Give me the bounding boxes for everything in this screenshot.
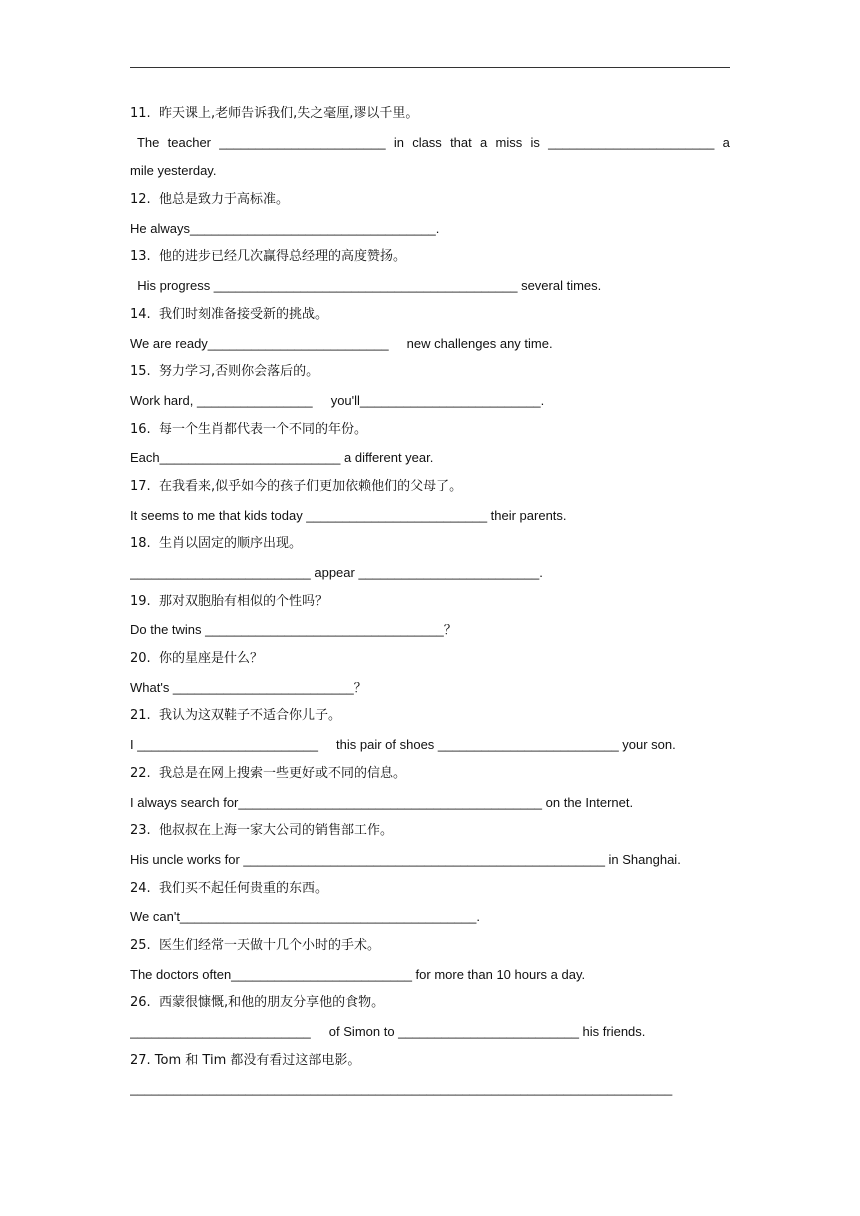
question-20-chinese: 20. 你的星座是什么？ — [130, 651, 263, 667]
question-11-english-cont: mile yesterday. — [130, 163, 217, 179]
question-12-chinese: 12. 他总是致力于高标准。 — [130, 192, 289, 208]
question-20-english[interactable]: What's _________________________？ — [130, 679, 367, 695]
question-11-english[interactable]: The teacher _______________________ in class that a miss is _______________________ a — [130, 134, 730, 150]
question-16-english[interactable]: Each_________________________ a different year. — [130, 450, 434, 466]
question-25-english[interactable]: The doctors often_________________________ for more than 10 hours a day. — [130, 966, 586, 982]
question-24-chinese: 24. 我们买不起任何贵重的东西。 — [130, 880, 328, 896]
question-16-chinese: 16. 每一个生肖都代表一个不同的年份。 — [130, 421, 367, 437]
question-19-chinese: 19. 那对双胞胎有相似的个性吗？ — [130, 593, 328, 609]
question-26-chinese: 26. 西蒙很慷慨,和他的朋友分享他的食物。 — [130, 995, 385, 1011]
question-23-chinese: 23. 他叔叔在上海一家大公司的销售部工作。 — [130, 823, 393, 839]
question-18-english[interactable]: _________________________ appear _________________________. — [130, 565, 543, 580]
question-17-english[interactable]: It seems to me that kids today _________________________ their parents. — [130, 507, 567, 523]
header-rule — [130, 67, 730, 68]
question-27-english[interactable]: ___________________________________________________________________________ — [130, 1081, 673, 1097]
question-26-english[interactable]: _________________________ of Simon to _________________________ his friends. — [130, 1024, 646, 1039]
exercise-list — [130, 100, 730, 1104]
question-27-chinese: 27. Tom 和 Tim 都没有看过这部电影。 — [130, 1052, 361, 1068]
question-13-chinese: 13. 他的进步已经几次赢得总经理的高度赞扬。 — [130, 249, 406, 265]
question-23-english[interactable]: His uncle works for __________________________________________________ in Shanghai. — [130, 851, 681, 867]
question-13-english[interactable]: His progress __________________________________________ several times. — [130, 278, 602, 294]
question-19-english[interactable]: Do the twins _________________________________？ — [130, 622, 457, 638]
question-18-chinese: 18. 生肖以固定的顺序出现。 — [130, 536, 302, 552]
question-15-chinese: 15. 努力学习,否则你会落后的。 — [130, 364, 320, 380]
question-12-english[interactable]: He always__________________________________. — [130, 220, 440, 236]
question-25-chinese: 25. 医生们经常一天做十几个小时的手术。 — [130, 937, 380, 953]
question-24-english[interactable]: We can't_________________________________________. — [130, 909, 480, 925]
question-21-english[interactable]: I _________________________ this pair of shoes _________________________ your son. — [130, 737, 676, 753]
question-22-english[interactable]: I always search for__________________________________________ on the Internet. — [130, 794, 634, 810]
question-14-english[interactable]: We are ready_________________________ new challenges any time. — [130, 335, 553, 351]
question-22-chinese: 22. 我总是在网上搜索一些更好或不同的信息。 — [130, 765, 406, 781]
question-17-chinese: 17. 在我看来,似乎如今的孩子们更加依赖他们的父母了。 — [130, 478, 463, 494]
question-11-chinese: 11. 昨天课上,老师告诉我们,失之毫厘,谬以千里。 — [130, 106, 419, 121]
question-15-english[interactable]: Work hard, ________________ you'll_________________________. — [130, 392, 545, 408]
question-21-chinese: 21. 我认为这双鞋子不适合你儿子。 — [130, 708, 341, 724]
question-14-chinese: 14. 我们时刻准备接受新的挑战。 — [130, 306, 328, 322]
